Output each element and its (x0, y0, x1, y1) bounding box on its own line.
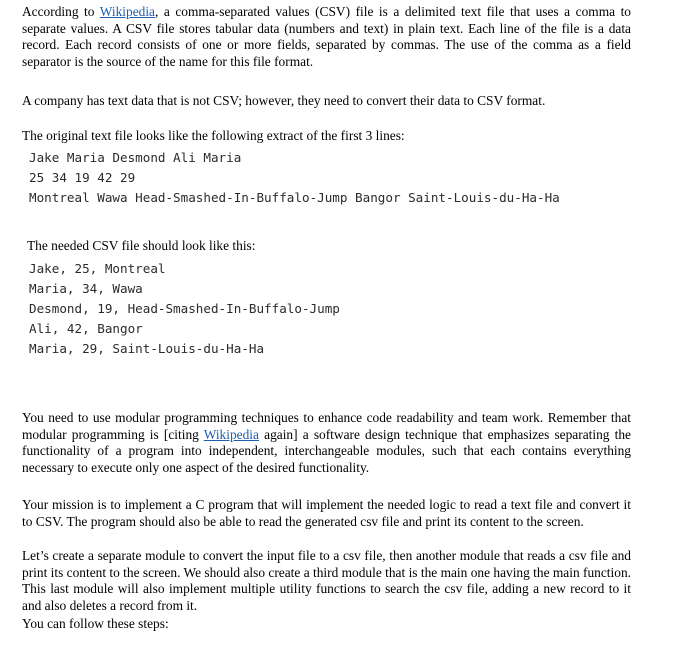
intro-text-end: , a comma-separated values (CSV) file is a delimited text file that uses a comma to separate values. A CSV file stores tabular data (numbers and text) in plain text. Each line of the file is a data record. Each record consists of one or more fields, separated by commas. The use of the comma as a field separator is the source of the name for this file format. (22, 4, 631, 69)
csv-file-heading: The needed CSV file should look like this: (27, 238, 256, 253)
original-line: Jake Maria Desmond Ali Maria (29, 150, 242, 165)
mission-paragraph: Your mission is to implement a C program that will implement the needed logic to read a text file and convert it to CSV. The program should also be able to read the generated csv file and print its content to the screen. (22, 497, 631, 529)
modules-paragraph: Let’s create a separate module to convert the input file to a csv file, then another module that reads a csv file and print its content to the screen. We should also create a third module that is the main one having the main function. This last module will also implement multiple utility functions to search the csv file, adding a new record to it and also deletes a record from it. (22, 548, 631, 613)
csv-line: Maria, 29, Saint-Louis-du-Ha-Ha (29, 341, 265, 356)
original-file-heading: The original text file looks like the following extract of the first 3 lines: (22, 128, 405, 143)
original-line: 25 34 19 42 29 (29, 170, 136, 185)
csv-line: Ali, 42, Bangor (29, 321, 143, 336)
modular-text-end: again] a software design technique that emphasizes separating the functionality of a program into independent, interchangeable modules, such that each contains everything necessary to execute only one aspect of the desired functionality. (22, 426, 631, 475)
company-paragraph: A company has text data that is not CSV; however, they need to convert their data to CSV format. (22, 93, 546, 108)
intro-paragraph (22, 4, 631, 70)
csv-line: Desmond, 19, Head-Smashed-In-Buffalo-Jump (29, 301, 340, 316)
wikipedia-link[interactable]: Wikipedia (203, 426, 259, 442)
modular-text-start: You need to use modular programming techniques to enhance code readability and team work. Remember that modular programming is [citing (22, 410, 631, 442)
modular-programming-paragraph (22, 410, 631, 476)
wikipedia-link[interactable]: Wikipedia (99, 4, 156, 19)
csv-line: Jake, 25, Montreal (29, 261, 166, 276)
csv-file-example (29, 259, 340, 359)
steps-intro: You can follow these steps: (22, 616, 169, 631)
original-text-extract (29, 148, 560, 208)
original-line: Montreal Wawa Head-Smashed-In-Buffalo-Jump Bangor Saint-Louis-du-Ha-Ha (29, 190, 560, 205)
intro-text-start: According to (22, 4, 100, 19)
csv-line: Maria, 34, Wawa (29, 281, 143, 296)
